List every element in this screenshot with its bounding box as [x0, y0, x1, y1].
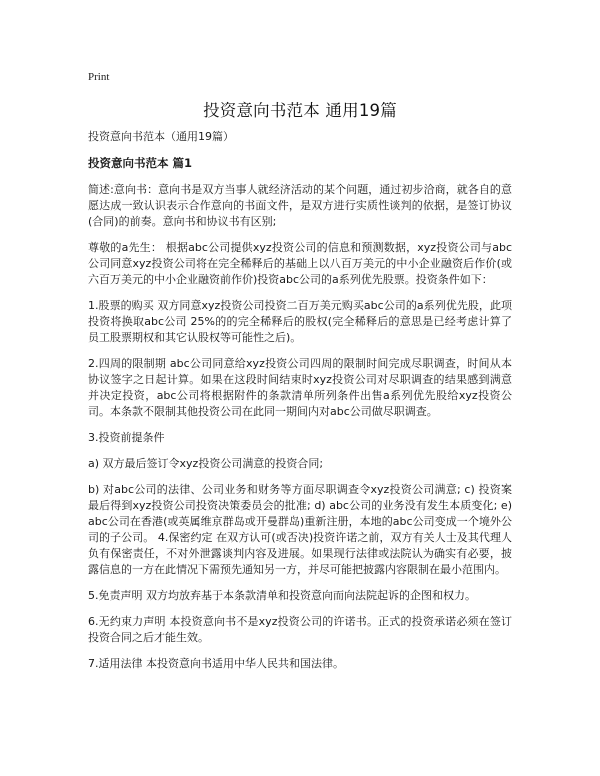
paragraph-disclaimer: 5.免责声明 双方均放弃基于本条款清单和投资意向而向法院起诉的企图和权力。 [88, 589, 476, 602]
document-subtitle: 投资意向书范本（通用19篇） [88, 130, 234, 143]
paragraph-preconditions-heading: 3.投资前提条件 [88, 431, 165, 444]
section-heading: 投资意向书范本 篇1 [88, 156, 193, 170]
paragraph-salutation: 尊敬的a先生： 根据abc公司提供xyz投资公司的信息和预测数据，xyz投资公司与abc公司同意xyz投资公司将在完全稀释后的基础上以八百万美元的中小企业融资后作价(或六百万美元的中小企业融资前作价)投资abc公司的a系列优先股票。投资条件如下： [88, 241, 512, 286]
paragraph-conditions-b-to-e: b) 对abc公司的法律、公司业务和财务等方面尽职调查令xyz投资公司满意; c) 投资案最后得到xyz投资公司投资决策委员会的批准; d) abc公司的业务没有发生本质变化; e) abc公司在香港(或英属维京群岛或开曼群岛)重新注册，本地的abc公司变成一个境外公司的子公司。 4.保密约定 在双方认可(或否决)投资许诺之前，双方有关人士及其代理人负有保密责任，不对外泄露谈判内容及进展。如果现行法律或法院认为确实有必要，披露信息的一方在此情况下需预先通知另一方，并尽可能把披露内容限制在最小范围内。 [88, 483, 512, 576]
paragraph-governing-law: 7.适用法律 本投资意向书适用中华人民共和国法律。 [88, 657, 344, 670]
document-title: 投资意向书范本 通用19篇 [203, 101, 397, 120]
paragraph-intro: 简述:意向书：意向书是双方当事人就经济活动的某个问题，通过初步洽商，就各自的意愿达成一致认识表示合作意向的书面文件，是双方进行实质性谈判的依据，是签订协议(合同)的前奏。意向书和协议书有区别; [88, 183, 512, 228]
paragraph-condition-a: a) 双方最后签订令xyz投资公司满意的投资合同; [88, 457, 324, 470]
print-link[interactable]: Print [88, 71, 110, 83]
paragraph-non-binding: 6.无约束力声明 本投资意向书不是xyz投资公司的许诺书。正式的投资承诺必须在签订投资合同之后才能生效。 [88, 615, 512, 644]
paragraph-restriction-period: 2.四周的限制期 abc公司同意给xyz投资公司四周的限制时间完成尽职调查，时间从本协议签字之日起计算。如果在这段时间结束时xyz投资公司对尽职调查的结果感到满意并决定投资，abc公司将根据附件的条款清单所列条件出售a系列优先股给xyz投资公司。本条款不限制其他投资公司在此同一期间内对abc公司做尽职调查。 [88, 357, 512, 418]
document-body [88, 129, 512, 682]
paragraph-share-purchase: 1.股票的购买 双方同意xyz投资公司投资二百万美元购买abc公司的a系列优先股，此项投资将换取abc公司 25%的的完全稀释后的股权(完全稀释后的意思是已经考虑计算了员工股票期权和其它认股权等可能性之后)。 [88, 299, 512, 344]
